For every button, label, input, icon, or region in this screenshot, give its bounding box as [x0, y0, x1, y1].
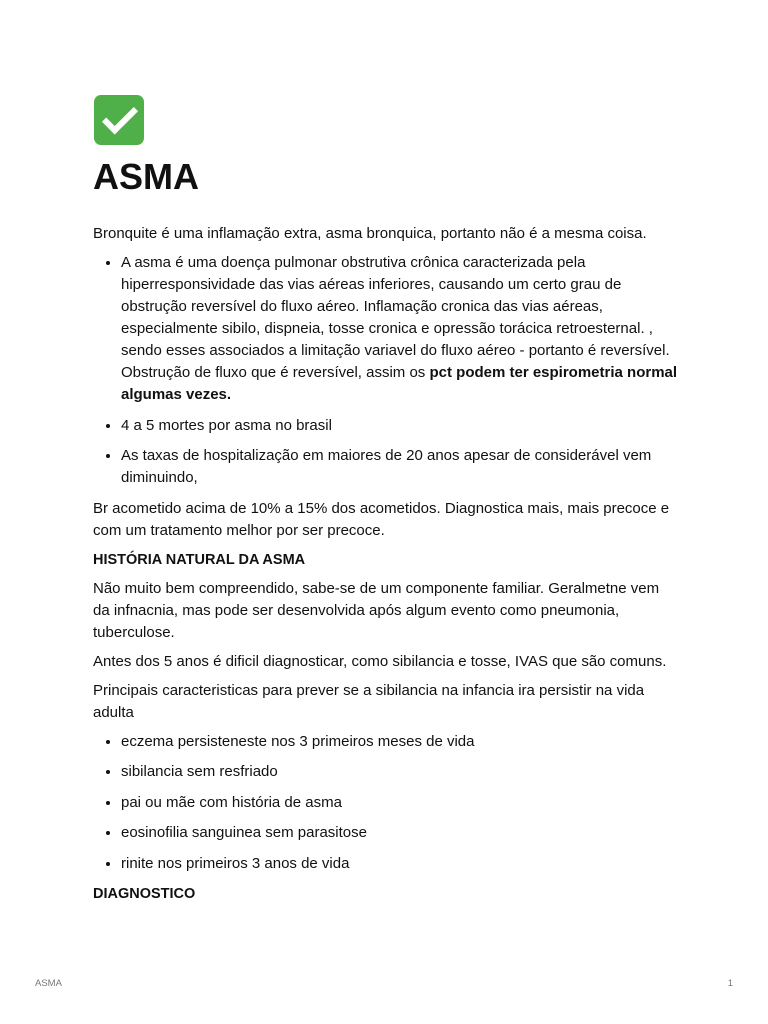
historia-paragraph-1: Não muito bem compreendido, sabe-se de um componente familiar. Geralmetne vem da infnacnia, mas pode ser desenvolvida após algum evento como pneumonia, tuberculose. — [93, 579, 660, 641]
check-mark-icon — [94, 95, 144, 145]
definition-list — [93, 252, 678, 489]
list-item: • sibilancia sem resfriado — [121, 761, 678, 783]
document-page — [93, 95, 678, 912]
list-item: • eczema persisteneste nos 3 primeiros meses de vida — [121, 731, 678, 753]
list-item: • 4 a 5 mortes por asma no brasil — [121, 415, 678, 437]
intro-paragraph: Bronquite é uma inflamação extra, asma bronquica, portanto não é a mesma coisa. — [93, 225, 647, 242]
prevalence-paragraph: Br acometido acima de 10% a 15% dos acometidos. Diagnostica mais, mais precoce e com um tratamento melhor por ser precoce. — [93, 499, 670, 539]
list-item: • As taxas de hospitalização em maiores de 20 anos apesar de considerável vem diminuindo, — [121, 445, 678, 489]
historia-paragraph-3: Principais caracteristicas para prever se a sibilancia na infancia ira persistir na vida adulta — [93, 681, 645, 721]
definition-bold-text: pct podem ter espirometria normal algumas vezes. — [121, 364, 678, 403]
list-item: • rinite nos primeiros 3 anos de vida — [121, 853, 678, 875]
section-heading-historia: HISTÓRIA NATURAL DA ASMA — [93, 551, 306, 568]
definition-text: A asma é uma doença pulmonar obstrutiva crônica caracterizada pela hiperresponsividade das vias aéreas inferiores, causando um certo grau de obstrução reversível do fluxo aéreo. Inflamação cronica das vias aéreas, especialmente sibilo, dispneia, tosse cronica e opressão torácica retroesternal. , sendo esses associados a limitação variavel do fluxo aéreo - portanto é reversível. Obstrução de fluxo que é reversível, assim os — [121, 254, 670, 381]
footer-title: ASMA — [35, 978, 62, 989]
section-heading-diagnostico: DIAGNOSTICO — [93, 886, 196, 902]
footer-page-number: 1 — [727, 978, 733, 989]
list-item: • eosinofilia sanguinea sem parasitose — [121, 822, 678, 844]
list-item — [121, 252, 678, 406]
page-title: ASMA — [93, 156, 199, 197]
risk-factors-list — [93, 731, 678, 875]
historia-paragraph-2: Antes dos 5 anos é dificil diagnosticar, como sibilancia e tosse, IVAS que são comuns. — [93, 652, 667, 670]
list-item: • pai ou mãe com história de asma — [121, 792, 678, 814]
